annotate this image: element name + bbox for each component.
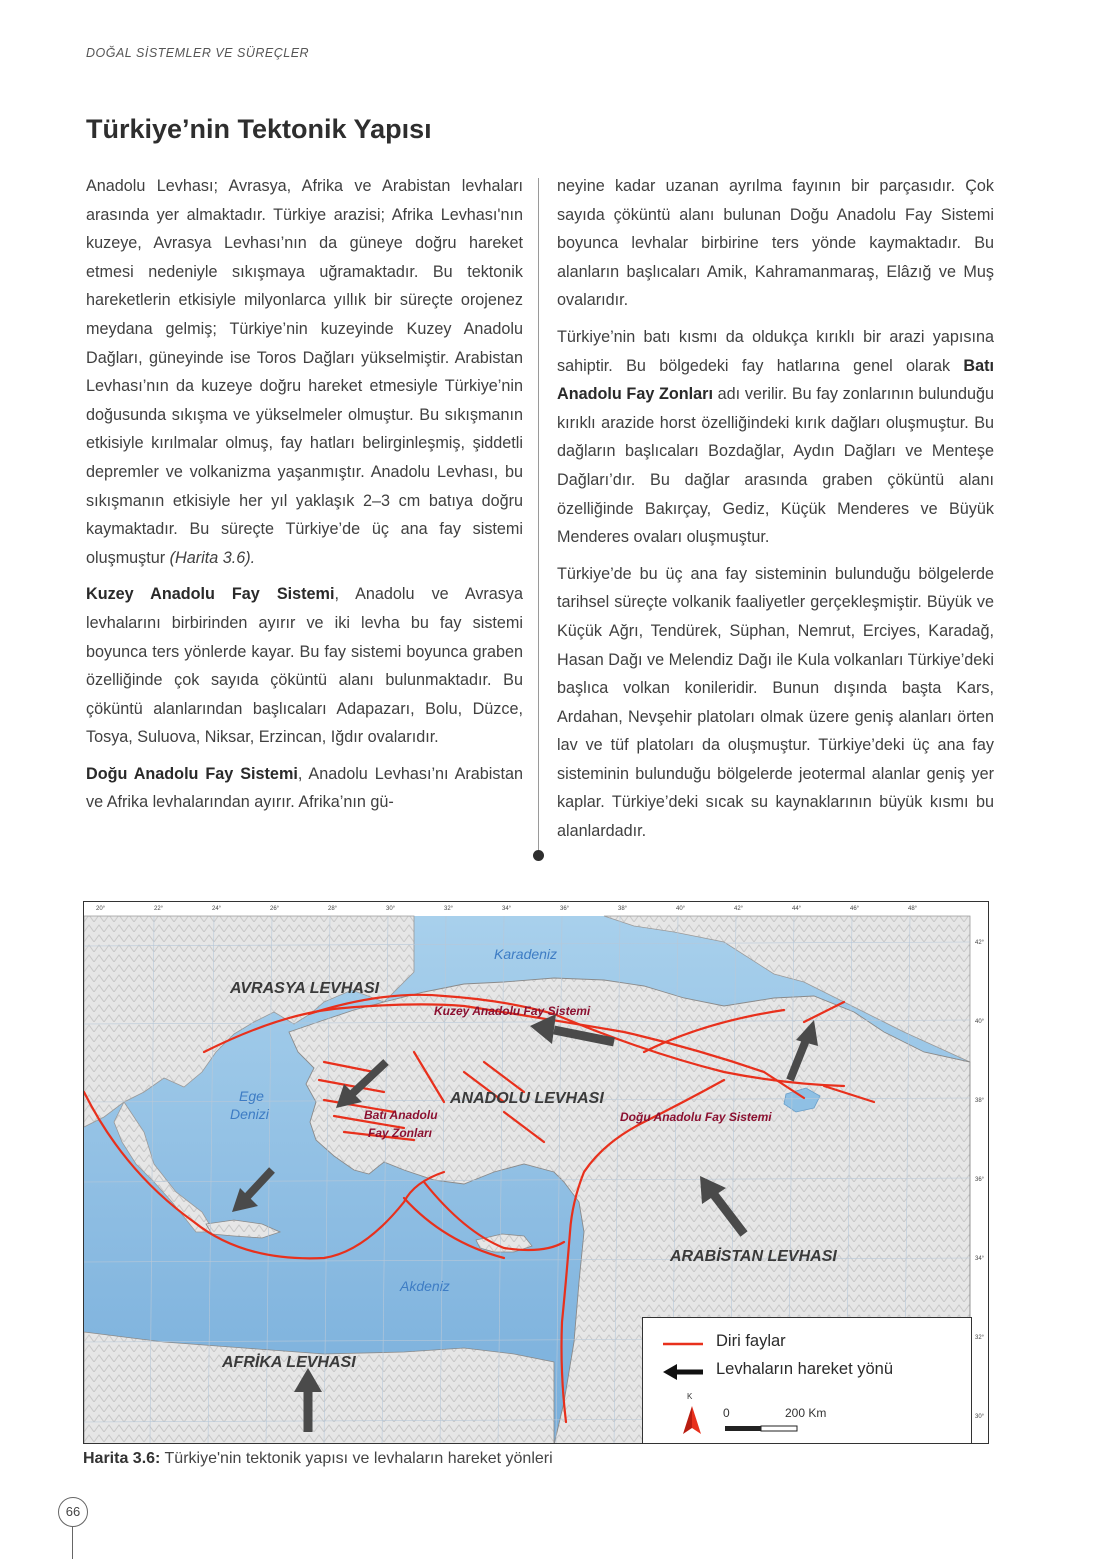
map-caption [83,1450,553,1468]
label-denizi: Denizi [230,1106,269,1122]
longitude-tick-label: 28° [328,906,338,912]
longitude-tick-label: 30° [386,906,396,912]
latitude-tick-label: 40° [975,1019,985,1025]
map-legend [642,1317,972,1444]
longitude-tick-label: 42° [734,906,744,912]
latitude-tick-label: 34° [975,1256,985,1262]
page-number: 66 [58,1497,88,1527]
longitude-tick-label: 38° [618,906,628,912]
west-fault-text-b: adı verilir. Bu fay zonlarının bulunduğu kırıklı arazide horst özelliğindeki kırık dağları oluşmuştur. Bu dağların başlıcaları Bozdağlar, Aydın Dağları ve Menteşe Dağları’dır. Bu dağlar arasında graben çöküntü alanı özelliğinde Bakırçay, Gediz, Küçük Menderes ve Büyük Menderes ovaları oluşmuştur. [557,385,995,547]
caption-label: Harita 3.6: [83,1450,161,1467]
label-ege: Ege [239,1088,264,1104]
north-fault-term: Kuzey Anadolu Fay Sistemi [86,585,335,604]
caption-text: Türkiye'nin tektonik yapısı ve levhaların hareket yönleri [160,1450,553,1467]
west-fault-term: Batı Anadolu Fay Zonları [557,356,994,404]
longitude-tick-label: 26° [270,906,280,912]
fault-line-icon [661,1334,705,1354]
paragraph-volcanism: Türkiye’de bu üç ana fay sisteminin bulunduğu bölgelerde tarihsel süreçte volkanik faaliyetler gerçekleşmiştir. Büyük ve Küçük Ağrı, Tendürek, Süphan, Nemrut, Erciyes, Karadağ, Hasan Dağı ve Melendiz Dağı ile Kula volkanları Türkiye’deki başlıca volkan konileridir. Bunun dışında başta Kars, Ardahan, Nevşehir platoları olmak üzere geniş alanları örten lav ve tüf platoları da oluşmuştur. Türkiye’deki üç ana fay sisteminin bulunduğu bölgelerde jeotermal alanlar geniş yer kaplar. Türkiye’deki sıcak su kaynaklarının büyük kısmı bu alanlardadır. [557,564,994,841]
label-avrasya-levhasi: AVRASYA LEVHASI [230,980,380,997]
east-fault-term: Doğu Anadolu Fay Sistemi [86,764,298,783]
longitude-tick-label: 22° [154,906,164,912]
label-akdeniz: Akdeniz [400,1278,450,1294]
paragraph-intro [86,172,523,572]
page-number-line [72,1527,73,1559]
label-kuzey-anadolu-fay: Kuzey Anadolu Fay Sistemi [434,1004,591,1018]
longitude-tick-label: 34° [502,906,512,912]
arrow-left-icon [661,1362,705,1382]
label-karadeniz: Karadeniz [494,946,558,962]
paragraph-west-fault [557,323,994,552]
divider-dot [533,850,544,861]
column-divider [538,178,539,853]
latitude-tick-label: 42° [975,940,985,946]
north-fault-text: , Anadolu ve Avrasya levhalarını birbirinden ayırır ve iki levha bu fay sistemi boyunca ters yönlerde kayar. Bu fay sistemi boyunca graben özelliğinde çok sayıda çöküntü alanı bulunmaktadır. Bu çöküntü alanlarından başlıcaları Adapazarı, Bolu, Düzce, Tosya, Suluova, Niksar, Erzincan, Iğdır ovalarıdır. [86,585,523,747]
scale-bar [723,1422,823,1436]
label-afrika-levhasi: AFRİKA LEVHASI [222,1354,356,1371]
latitude-tick-label: 38° [975,1098,985,1104]
longitude-tick-label: 48° [908,906,918,912]
right-column [557,172,994,854]
legend-active-faults-text: Diri faylar [716,1332,786,1350]
tectonic-map [83,901,989,1444]
longitude-tick-label: 32° [444,906,454,912]
scale-zero: 0 [723,1406,730,1420]
paragraph-north-fault [86,580,523,752]
longitude-tick-label: 20° [96,906,106,912]
label-anadolu-levhasi: ANADOLU LEVHASI [450,1090,604,1107]
label-dogu-anadolu-fay: Doğu Anadolu Fay Sistemi [620,1110,772,1124]
scale-max: 200 Km [785,1406,827,1420]
west-fault-text-a: Türkiye’nin batı kısmı da oldukça kırıklı bir arazi yapısına sahiptir. Bu bölgedeki fay hatlarına genel olarak [557,327,994,375]
paragraph-east-fault-cont: neyine kadar uzanan ayrılma fayının bir parçasıdır. Çok sayıda çöküntü alanı bulunan Doğu Anadolu Fay Sistemi boyunca levhalar birbirine ters yönde kaymaktadır. Bu alanların başlıcaları Amik, Kahramanmaraş, Elâzığ ve Muş ovalarıdır. [557,177,994,310]
running-title: DOĞAL SİSTEMLER VE SÜREÇLER [86,46,310,60]
latitude-tick-label: 36° [975,1177,985,1183]
east-fault-text: , Anadolu Levhası’nı Arabistan ve Afrika levhalarından ayırır. Afrika’nın gü- [86,764,523,812]
north-label: K [687,1392,693,1401]
label-bati-anadolu-1: Batı Anadolu [364,1108,438,1122]
paragraph-east-fault [86,760,523,817]
longitude-tick-label: 46° [850,906,860,912]
latitude-tick-label: 32° [975,1335,985,1341]
longitude-tick-label: 40° [676,906,686,912]
map-reference: (Harita 3.6). [169,548,256,567]
latitude-tick-label: 30° [975,1414,985,1420]
label-bati-anadolu-2: Fay Zonları [368,1126,433,1140]
left-column [86,172,523,825]
longitude-tick-label: 44° [792,906,802,912]
paragraph-intro-text: Anadolu Levhası; Avrasya, Afrika ve Arabistan levhaları arasında yer almaktadır. Türkiye arazisi; Afrika Levhası'nın kuzeye, Avrasya Levhası’nın da güneye doğru hareket etmesi nedeniyle sıkışmaya uğramaktadır. Bu tektonik hareketlerin etkisiyle milyonlarca yıllık bir süreçte orojenez meydana gelmiş; Türkiye’nin kuzeyinde Kuzey Anadolu Dağları, güneyinde ise Toros Dağları yükselmiştir. Arabistan Levhası’nın da kuzeye doğru hareket etmesiyle Türkiye’nin doğusunda sıkışma ve yükselmeler olmuştur. Bu sıkışmanın etkisiyle kırılmalar olmuş, fay hatları belirginleşmiş, şiddetli depremler ve volkanizma yaşanmıştır. Anadolu Levhası, bu sıkışmanın etkisiyle her yıl yaklaşık 2–3 cm batıya doğru kaymaktadır. Bu süreçte Türkiye’de üç ana fay sistemi oluşmuştur [86,177,523,567]
longitude-tick-label: 24° [212,906,222,912]
longitude-tick-label: 36° [560,906,570,912]
label-arabistan-levhasi: ARABİSTAN LEVHASI [670,1248,837,1265]
legend-plate-motion-text: Levhaların hareket yönü [716,1360,894,1378]
page-title: Türkiye’nin Tektonik Yapısı [86,114,432,144]
